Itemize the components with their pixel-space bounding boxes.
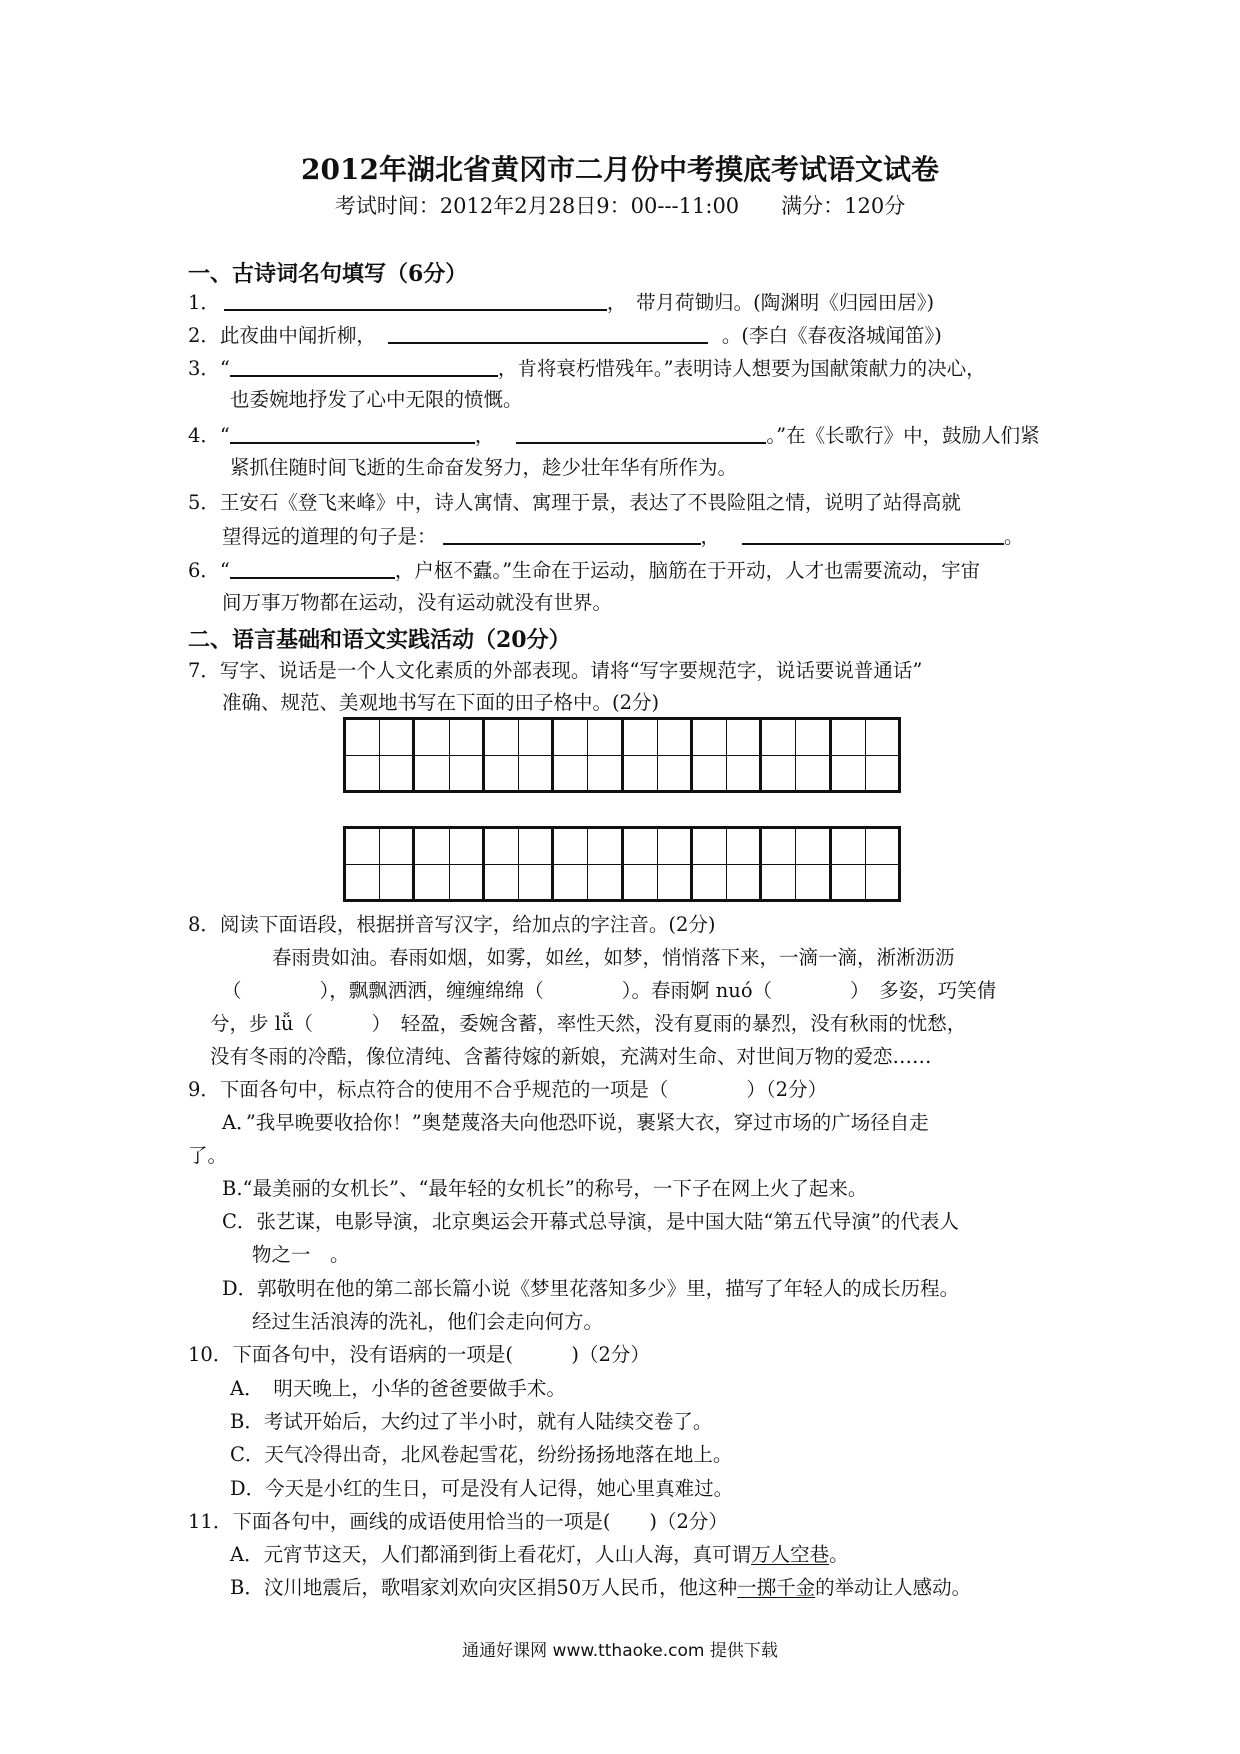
q5-blank-2[interactable] [742, 521, 1004, 545]
q2-text: 。(李白《春夜洛城闻笛》) [721, 324, 942, 347]
grid-cell[interactable] [482, 720, 551, 790]
question-6 [188, 555, 980, 586]
q2-blank[interactable] [388, 320, 708, 344]
grid-cell[interactable] [621, 829, 690, 899]
grid-cell[interactable] [759, 829, 828, 899]
page-footer: 通通好课网 www.tthaoke.com 提供下载 [462, 1641, 778, 1661]
grid-cell[interactable] [551, 720, 620, 790]
q11-option-a [230, 1540, 849, 1570]
q10-option-d: D．今天是小红的生日，可是没有人记得，她心里真难过。 [230, 1477, 734, 1500]
q1-blank[interactable] [224, 287, 607, 311]
question-2 [188, 320, 942, 351]
q5-blank-1[interactable] [443, 521, 701, 545]
grid-cell[interactable] [346, 720, 412, 790]
question-3 [188, 353, 986, 384]
q9-option-a: A．”我早晚要收拾你！”奥楚蔑洛夫向他恐吓说，裹紧大衣，穿过市场的广场径自走 [222, 1111, 929, 1134]
question-8: 8．阅读下面语段，根据拼音写汉字，给加点的字注音。(2分) [188, 913, 716, 936]
q6-number: 6．“ [188, 559, 230, 582]
q4-blank-1[interactable] [230, 420, 475, 444]
q3-text: ，肯将衰朽惜残年。”表明诗人想要为国献策献力的决心， [497, 357, 986, 380]
question-7-line-2: 准确、规范、美观地书写在下面的田子格中。(2分) [222, 691, 660, 714]
question-4 [188, 420, 1040, 451]
question-5-line-2 [222, 521, 1024, 552]
section-1-heading: 一、古诗词名句填写（6分） [188, 261, 468, 287]
q11-a-end: 。 [829, 1543, 849, 1566]
exam-subtitle: 考试时间：2012年2月28日9：00---11:00 满分：120分 [334, 194, 906, 218]
q10-option-b: B．考试开始后，大约过了半小时，就有人陆续交卷了。 [230, 1410, 713, 1433]
q5-end: 。 [1004, 525, 1024, 548]
exam-title: 2012年湖北省黄冈市二月份中考摸底考试语文试卷 [301, 153, 939, 186]
q4-comma: ， [474, 424, 495, 447]
q4-blank-2[interactable] [516, 420, 766, 444]
q11-a-text: A．元宵节这天，人们都涌到街上看花灯，人山人海，真可谓 [230, 1543, 752, 1566]
q6-blank[interactable] [230, 555, 395, 579]
q4-text: 。”在《长歌行》中，鼓励人们紧 [766, 424, 1040, 447]
question-3-line-2: 也委婉地抒发了心中无限的愤慨。 [230, 388, 523, 411]
writing-grid-2[interactable] [343, 826, 901, 902]
grid-cell[interactable] [829, 720, 898, 790]
q3-blank[interactable] [230, 353, 498, 377]
q9-option-d: D．郭敬明在他的第二部长篇小说《梦里花落知多少》里，描写了年轻人的成长历程。 [222, 1277, 960, 1300]
q10-option-a: A． 明天晚上，小华的爸爸要做手术。 [230, 1377, 566, 1400]
grid-cell[interactable] [829, 829, 898, 899]
question-5: 5．王安石《登飞来峰》中，诗人寓情、寓理于景，表达了不畏险阻之情，说明了站得高就 [188, 491, 961, 514]
grid-cell[interactable] [412, 829, 481, 899]
q9-option-b: B.“最美丽的女机长”、“最年轻的女机长”的称号，一下子在网上火了起来。 [222, 1177, 868, 1200]
q11-b-idiom: 一掷千金 [737, 1576, 816, 1599]
question-11: 11．下面各句中，画线的成语使用恰当的一项是( )（2分） [188, 1510, 728, 1533]
question-7: 7．写字、说话是一个人文化素质的外部表现。请将“写字要规范字，说话要说普通话” [188, 659, 923, 682]
grid-cell[interactable] [759, 720, 828, 790]
q11-option-b [230, 1573, 971, 1603]
question-1 [188, 287, 934, 318]
question-10: 10．下面各句中，没有语病的一项是( )（2分） [188, 1343, 650, 1366]
q11-a-idiom: 万人空巷 [751, 1543, 830, 1566]
writing-grid-1[interactable] [343, 717, 901, 793]
q10-option-c: C．天气冷得出奇，北风卷起雪花，纷纷扬扬地落在地上。 [230, 1443, 733, 1466]
q6-text: ，户枢不蠹。”生命在于运动，脑筋在于开动，人才也需要流动，宇宙 [394, 559, 981, 582]
q9-option-d-line-2: 经过生活浪涛的洗礼，他们会走向何方。 [252, 1310, 604, 1333]
q1-number: 1． [188, 291, 220, 314]
q11-b-end: 的举动让人感动。 [815, 1576, 972, 1599]
question-8-passage-1: 春雨贵如油。春雨如烟，如雾，如丝，如梦，悄悄落下来，一滴一滴，淅淅沥沥 [272, 946, 955, 969]
grid-cell[interactable] [346, 829, 412, 899]
q5-prompt: 望得远的道理的句子是： [222, 525, 437, 548]
q9-option-c: C．张艺谋，电影导演，北京奥运会开幕式总导演，是中国大陆“第五代导演”的代表人 [222, 1210, 959, 1233]
grid-cell[interactable] [690, 720, 759, 790]
q9-option-c-line-2: 物之一 。 [252, 1243, 350, 1266]
q4-number: 4．“ [188, 424, 230, 447]
question-8-passage-2: （ ），飘飘洒洒，缠缠绵绵（ ）。春雨婀 nuó（ ） 多姿，巧笑倩 [222, 979, 997, 1002]
grid-cell[interactable] [482, 829, 551, 899]
question-6-line-2: 间万事万物都在运动，没有运动就没有世界。 [222, 591, 613, 614]
q5-comma: ， [700, 525, 721, 548]
section-2-heading: 二、语言基础和语文实践活动（20分） [188, 627, 571, 653]
grid-cell[interactable] [621, 720, 690, 790]
question-9: 9．下面各句中，标点符合的使用不合乎规范的一项是（ ）（2分） [188, 1078, 828, 1101]
q2-number: 2．此夜曲中闻折柳， [188, 324, 376, 347]
q11-b-text: B．汶川地震后，歌唱家刘欢向灾区捐50万人民币，他这种 [230, 1576, 738, 1599]
q1-text: ， 带月荷锄归。(陶渊明《归园田居》) [606, 291, 935, 314]
q9-option-a-line-2: 了。 [188, 1144, 228, 1167]
grid-cell[interactable] [551, 829, 620, 899]
question-4-line-2: 紧抓住随时间飞逝的生命奋发努力，趁少壮年华有所作为。 [230, 456, 738, 479]
grid-cell[interactable] [412, 720, 481, 790]
grid-cell[interactable] [690, 829, 759, 899]
q3-number: 3．“ [188, 357, 230, 380]
question-8-passage-3: 兮，步 lǚ（ ） 轻盈，委婉含蓄，率性天然，没有夏雨的暴烈，没有秋雨的忧愁， [210, 1012, 967, 1035]
question-8-passage-4: 没有冬雨的冷酷，像位清纯、含蓄待嫁的新娘，充满对生命、对世间万物的爱恋…… [210, 1045, 932, 1068]
